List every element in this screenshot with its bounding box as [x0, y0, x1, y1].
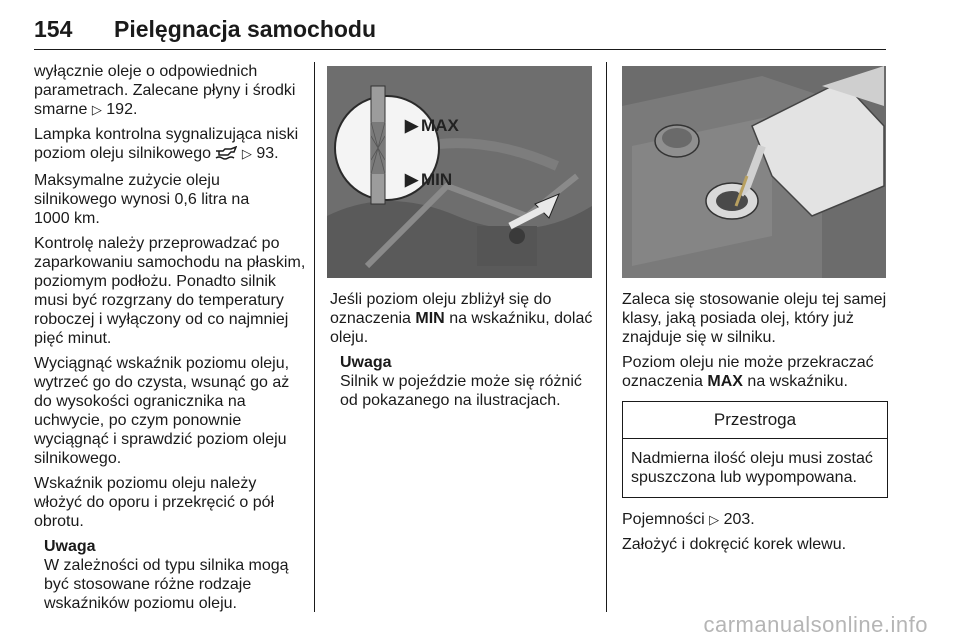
page-header [34, 10, 886, 50]
oil-filling-illustration [622, 66, 886, 278]
keyword-max: MAX [707, 373, 743, 390]
watermark: carmanualsonline.info [703, 612, 928, 637]
svg-text:▶: ▶ [405, 170, 419, 189]
column-divider-1 [314, 62, 315, 612]
column-divider-2 [606, 62, 607, 612]
column-2 [330, 290, 602, 410]
page-title: Pielęgnacja samochodu [114, 16, 377, 42]
page-number: 154 [34, 16, 73, 42]
page-reference-link[interactable]: 192. [106, 101, 138, 118]
page-reference-link[interactable]: 93. [256, 145, 279, 162]
page-reference-link[interactable]: 203. [723, 511, 755, 528]
paragraph-add-oil: Jeśli poziom oleju zbliżył się do oznaczenia MIN na wskaźniku, dolać oleju. [330, 291, 593, 346]
paragraph-dipstick-insert: Wskaźnik poziomu oleju należy włożyć do oporu i przekręcić o pół obrotu. [34, 475, 275, 530]
column-3 [622, 290, 888, 560]
note-box [330, 353, 602, 410]
paragraph-refit-cap: Założyć i dokręcić korek wlewu. [622, 536, 847, 553]
svg-text:▶: ▶ [405, 116, 419, 135]
label-min: MIN [421, 170, 453, 189]
ref-arrow-icon: ▷ [91, 102, 102, 117]
paragraph-dipstick-procedure: Wyciągnąć wskaźnik poziomu oleju, wytrzeć go do czysta, wsunąć go aż do wysokości ogranicznika na uchwycie, po czym ponownie wyciągnąć i sprawdzić poziom oleju silnikowego. [34, 355, 290, 467]
caution-text: Nadmierna ilość oleju musi zostać spuszczona lub wypompowana. [631, 450, 873, 486]
paragraph-max-level: Poziom oleju nie może przekraczać oznaczenia MAX na wskaźniku. [622, 354, 874, 390]
note-title: Uwaga [44, 538, 96, 555]
paragraph-capacities: Pojemności ▷ 203. [622, 511, 755, 528]
paragraph-oil-class: Zaleca się stosowanie oleju tej samej klasy, jaką posiada olej, który już znajduje się w silniku. [622, 291, 887, 346]
caution-title: Przestroga [623, 402, 887, 439]
column-1 [34, 62, 306, 613]
note-text: Silnik w pojeździe może się różnić od pokazanego na ilustracjach. [340, 373, 582, 409]
note-text: W zależności od typu silnika mogą być stosowane różne rodzaje wskaźników poziomu oleju. [44, 557, 289, 612]
ref-arrow-icon: ▷ [709, 512, 720, 527]
ref-arrow-icon: ▷ [241, 146, 252, 161]
keyword-min: MIN [415, 310, 445, 327]
paragraph-warning-lamp: Lampka kontrolna sygnalizująca niski poziom oleju silnikowego ▷ 93. [34, 125, 306, 165]
paragraph-consumption: Maksymalne zużycie oleju silnikowego wynosi 0,6 litra na 1000 km. [34, 172, 250, 227]
note-title: Uwaga [340, 354, 392, 371]
label-max: MAX [421, 116, 459, 135]
dipstick-illustration [327, 66, 592, 278]
oil-level-warning-icon [215, 146, 237, 165]
note-box [34, 537, 306, 613]
paragraph-fluids: wyłącznie oleje o odpowiednich parametrach. Zalecane płyny i środki smarne ▷ 192. [34, 63, 296, 118]
caution-box [622, 401, 888, 498]
paragraph-check-conditions: Kontrolę należy przeprowadzać po zaparkowaniu samochodu na płaskim, poziomym podłożu. Ponadto silnik musi być rozgrzany do temperatury roboczej i wyłączony od co najmniej pięć minut. [34, 235, 306, 347]
